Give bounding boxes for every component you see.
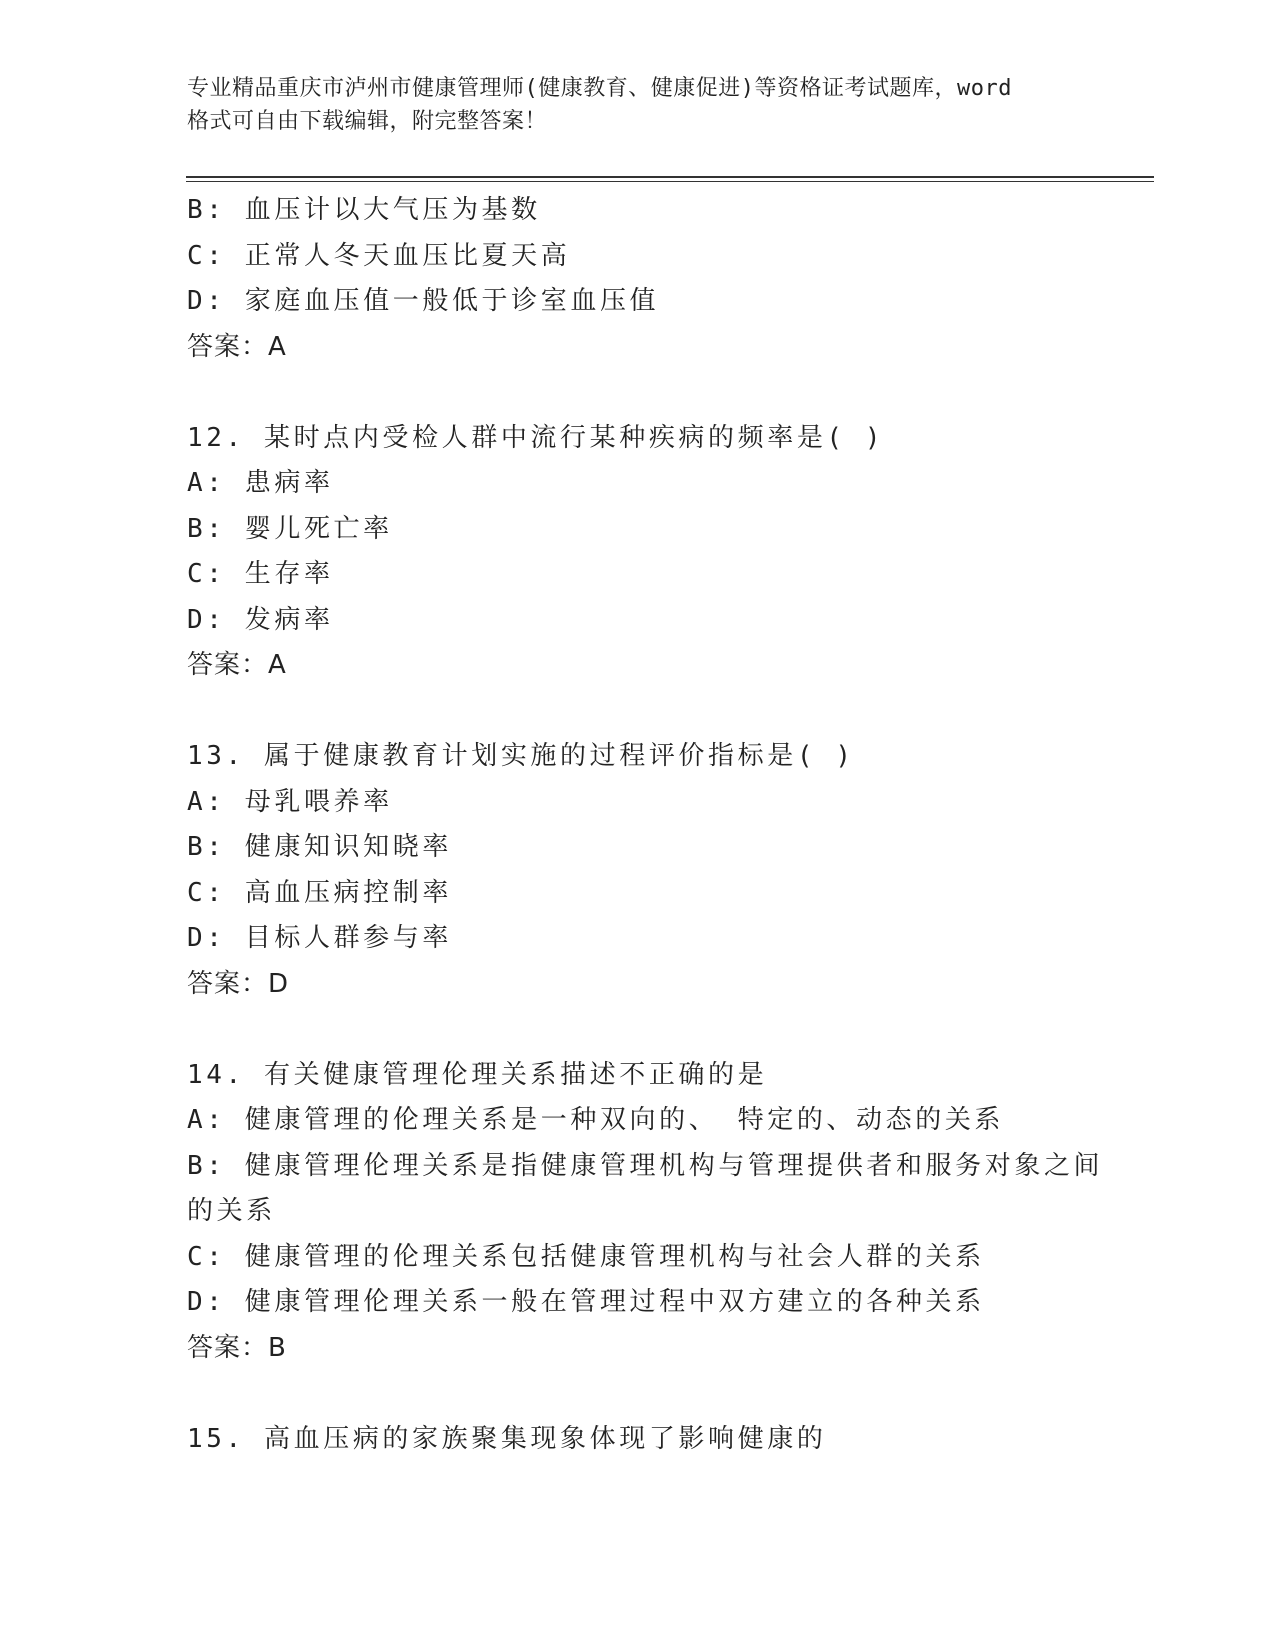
spacer [187,1371,1137,1417]
header-divider-thin [186,181,1154,182]
header-line-2: 格式可自由下载编辑，附完整答案！ [187,109,548,134]
q14-answer: 答案：B [187,1332,287,1363]
q13-answer: 答案：D [187,968,290,999]
q15-question: 15. 高血压病的家族聚集现象体现了影响健康的 [187,1423,827,1454]
q11-option-b: B: 血压计以大气压为基数 [187,195,541,225]
q12-question: 12. 某时点内受检人群中流行某种疾病的频率是( ) [187,422,885,453]
spacer [187,370,1137,416]
q12-option-a: A: 患病率 [187,468,334,498]
q12-option-c: C: 生存率 [187,559,334,589]
spacer [187,689,1137,735]
q13-option-b: B: 健康知识知晓率 [187,832,452,862]
q13-option-d: D: 目标人群参与率 [187,923,452,953]
header-line-1: 专业精品重庆市泸州市健康管理师(健康教育、健康促进)等资格证考试题库，word [187,76,1012,101]
q12-option-b: B: 婴儿死亡率 [187,513,393,544]
q13-question: 13. 属于健康教育计划实施的过程评价指标是( ) [187,741,855,771]
q14-option-a: A: 健康管理的伦理关系是一种双向的、 特定的、动态的关系 [187,1105,1005,1135]
q14-question: 14. 有关健康管理伦理关系描述不正确的是 [187,1059,768,1090]
question-list [187,188,1137,1462]
spacer [187,1007,1137,1053]
q14-option-b-line-2: 的关系 [187,1196,276,1226]
q14-option-d: D: 健康管理伦理关系一般在管理过程中双方建立的各种关系 [187,1287,985,1317]
header-divider-thick [186,176,1154,178]
q13-option-c: C: 高血压病控制率 [187,877,452,908]
q14-option-b-line-1: B: 健康管理伦理关系是指健康管理机构与管理提供者和服务对象之间 [187,1150,1104,1181]
q11-option-c: C: 正常人冬天血压比夏天高 [187,240,571,271]
q12-answer: 答案：A [187,650,287,680]
q12-option-d: D: 发病率 [187,604,334,635]
q11-answer: 答案：A [187,331,287,362]
q14-option-c: C: 健康管理的伦理关系包括健康管理机构与社会人群的关系 [187,1241,985,1272]
q13-option-a: A: 母乳喂养率 [187,786,393,817]
document-header [187,72,1087,138]
q11-option-d: D: 家庭血压值一般低于诊室血压值 [187,286,660,316]
